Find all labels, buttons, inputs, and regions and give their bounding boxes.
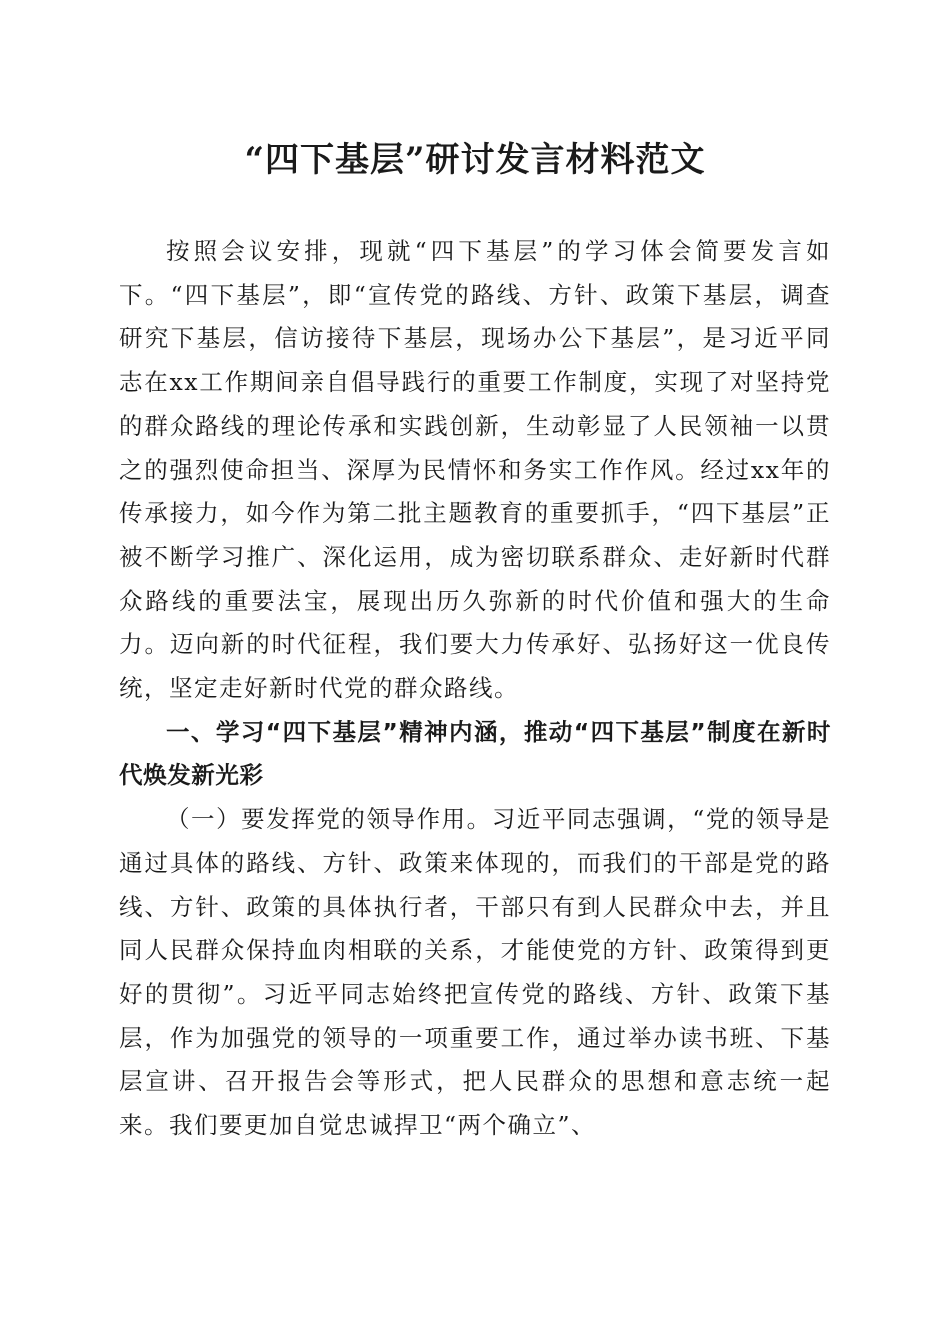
intro-paragraph: 按照会议安排，现就“四下基层”的学习体会简要发言如下。“四下基层”，即“宣传党的路线、方针、政策下基层，调查研究下基层，信访接待下基层，现场办公下基层”，是习近平同志在xx工作期间亲自倡导践行的重要工作制度，实现了对坚持党的群众路线的理论传承和实践创新，生动彰显了人民领袖一以贯之的强烈使命担当、深厚为民情怀和务实工作作风。经过xx年的传承接力，如今作为第二批主题教育的重要抓手，“四下基层”正被不断学习推广、深化运用，成为密切联系群众、走好新时代群众路线的重要法宝，展现出历久弥新的时代价值和强大的生命力。迈向新的时代征程，我们要大力传承好、弘扬好这一优良传统，坚定走好新时代党的群众路线。 [119,237,831,703]
subsection-paragraph [119,798,831,1148]
section-heading: 一、学习“四下基层”精神内涵，推动“四下基层”制度在新时代焕发新光彩 [119,717,831,790]
document-title: “四下基层”研讨发言材料范文 [244,140,706,180]
document-body [119,230,831,1148]
subsection-lead: （一）要发挥党的领导作用。 [166,805,492,834]
subsection-body: 习近平同志强调，“党的领导是通过具体的路线、方针、政策来体现的，而我们的干部是党的路线、方针、政策的具体执行者，干部只有到人民群众中去，并且同人民群众保持血肉相联的关系，才能使党的方针、政策得到更好的贯彻”。习近平同志始终把宣传党的路线、方针、政策下基层，作为加强党的领导的一项重要工作，通过举办读书班、下基层宣讲、召开报告会等形式，把人民群众的思想和意志统一起来。我们要更加自觉忠诚捍卫“两个确立”、 [119,805,832,1140]
